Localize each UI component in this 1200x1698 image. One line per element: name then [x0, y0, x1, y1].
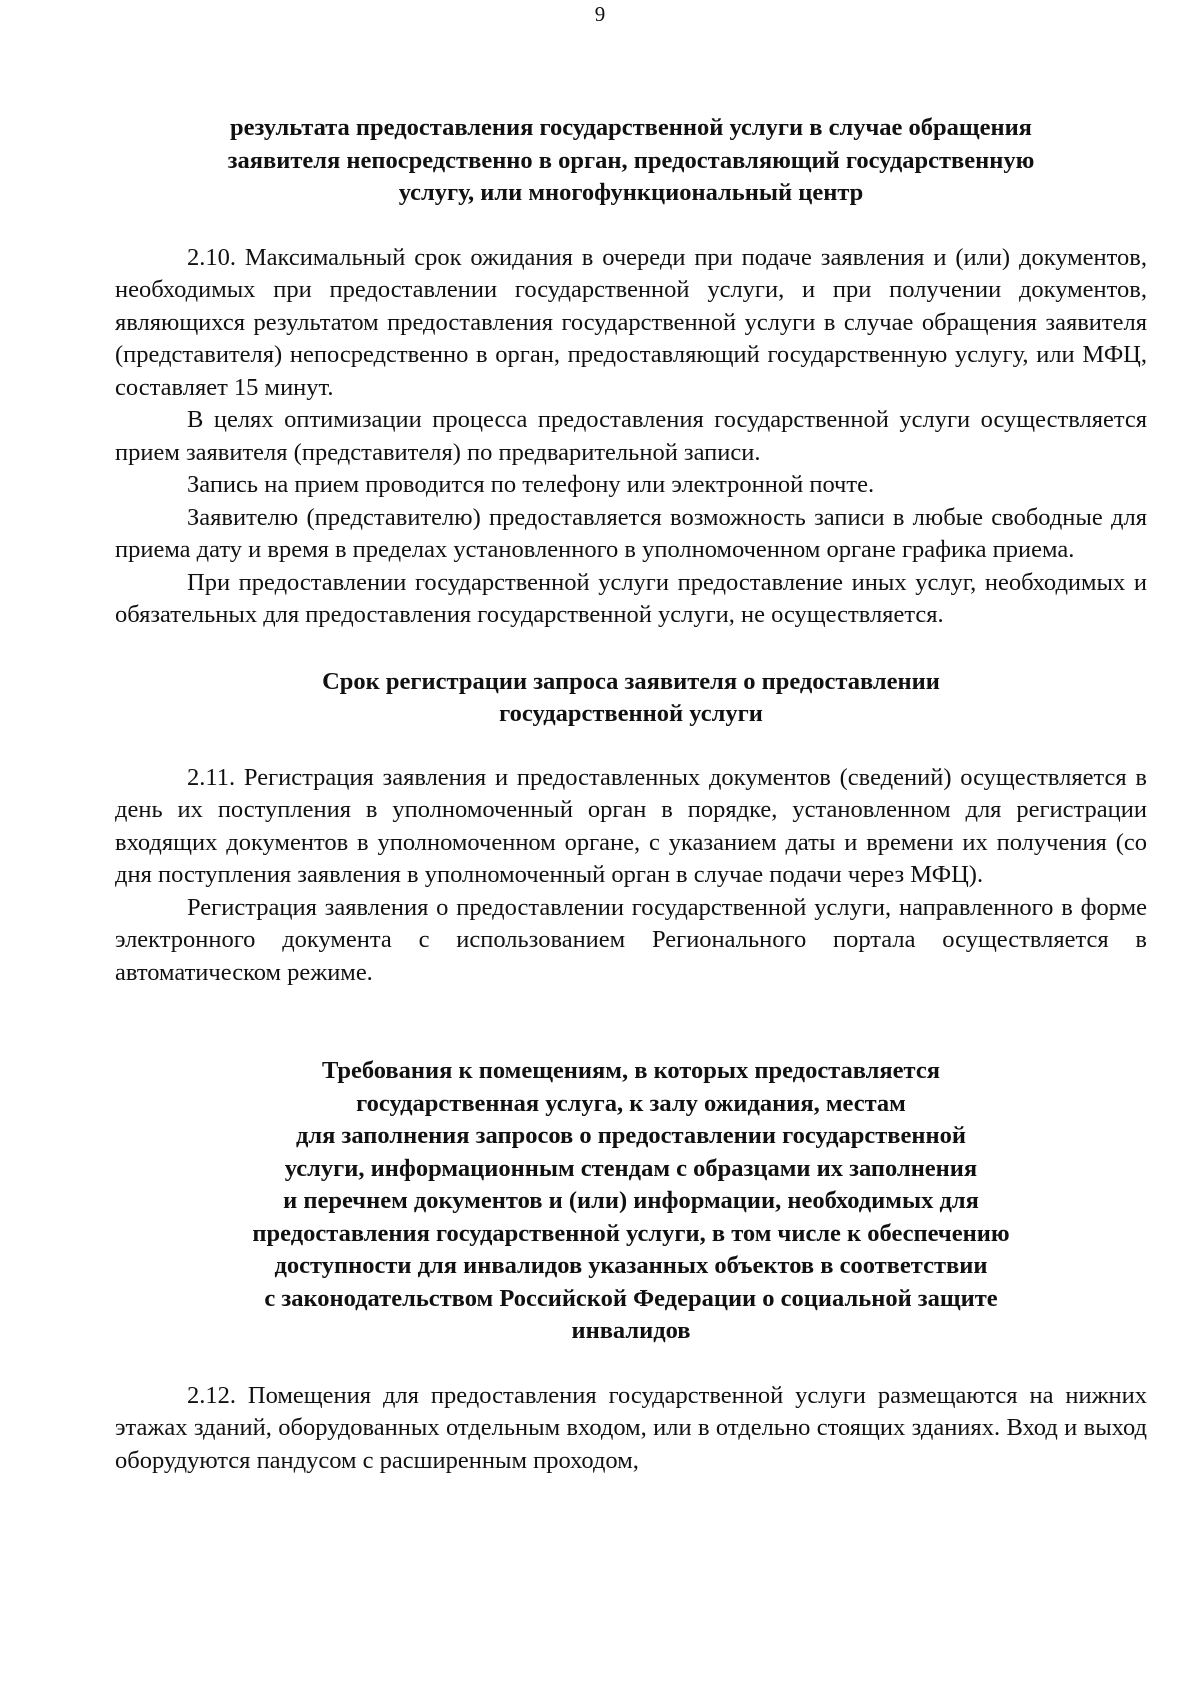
paragraph: Заявителю (представителю) предоставляется возможность записи в любые свободные для приема дату и время в пределах установленного в уполномоченном органе графика приема.: [115, 503, 1147, 563]
heading-line: государственной услуги: [499, 700, 763, 727]
paragraph: При предоставлении государственной услуги предоставление иных услуг, необходимых и обязательных для предоставления государственной услуги, не осуществляется.: [115, 568, 1147, 628]
section-heading-registration-term: [115, 666, 1147, 731]
heading-line: с законодательством Российской Федерации о социальной защите: [264, 1284, 998, 1312]
paragraph: Запись на прием проводится по телефону или электронной почте.: [187, 471, 875, 498]
section-heading-premises-requirements: [115, 1055, 1147, 1348]
heading-line: предоставления государственной услуги, в том числе к обеспечению: [252, 1219, 1010, 1247]
heading-line: государственная услуга, к залу ожидания, местам: [356, 1089, 906, 1117]
paragraph-2-11: 2.11. Регистрация заявления и предоставленных документов (сведений) осуществляется в день их поступления в уполномоченный орган в порядке, установленном для регистрации входящих документов в уполномоченном органе, с указанием даты и времени их получения (со дня поступления заявления в уполномоченный орган в случае подачи через МФЦ).: [115, 763, 1147, 888]
heading-line: доступности для инвалидов указанных объектов в соответствии: [274, 1252, 988, 1279]
paragraph-2-10: 2.10. Максимальный срок ожидания в очереди при подаче заявления и (или) документов, необходимых при предоставлении государственной услуги, и при получении документов, являющихся результатом предоставления государственной услуги в случае обращения заявителя (представителя) непосредственно в орган, предоставляющий государственную услугу, или МФЦ, составляет 15 минут.: [115, 243, 1147, 401]
section-heading-queue-wait: [115, 112, 1147, 210]
heading-line: Требования к помещениям, в которых предоставляется: [321, 1057, 941, 1084]
paragraph-2-12: 2.12. Помещения для предоставления государственной услуги размещаются на нижних этажах зданий, оборудованных отдельным входом, или в отдельно стоящих зданиях. Вход и выход оборудуются пандусом с расширенным проходом,: [115, 1381, 1147, 1474]
heading-line: услуги, информационным стендам с образцами их заполнения: [284, 1154, 978, 1182]
heading-line: инвалидов: [571, 1317, 691, 1344]
heading-line: заявителя непосредственно в орган, предоставляющий государственную: [227, 146, 1035, 174]
paragraph: В целях оптимизации процесса предоставления государственной услуги осуществляется прием заявителя (представителя) по предварительной записи.: [115, 406, 1147, 466]
heading-line: результата предоставления государственной услуги в случае обращения: [230, 114, 1032, 141]
heading-line: Срок регистрации запроса заявителя о предоставлении: [322, 667, 940, 695]
heading-line: услугу, или многофункциональный центр: [398, 179, 864, 206]
paragraph: Регистрация заявления о предоставлении государственной услуги, направленного в форме электронного документа с использованием Регионального портала осуществляется в автоматическом режиме.: [115, 893, 1147, 986]
page-number: 9: [594, 2, 606, 26]
heading-line: и перечнем документов и (или) информации, необходимых для: [283, 1187, 979, 1214]
document-body: [115, 112, 1147, 1477]
heading-line: для заполнения запросов о предоставлении государственной: [296, 1122, 966, 1149]
